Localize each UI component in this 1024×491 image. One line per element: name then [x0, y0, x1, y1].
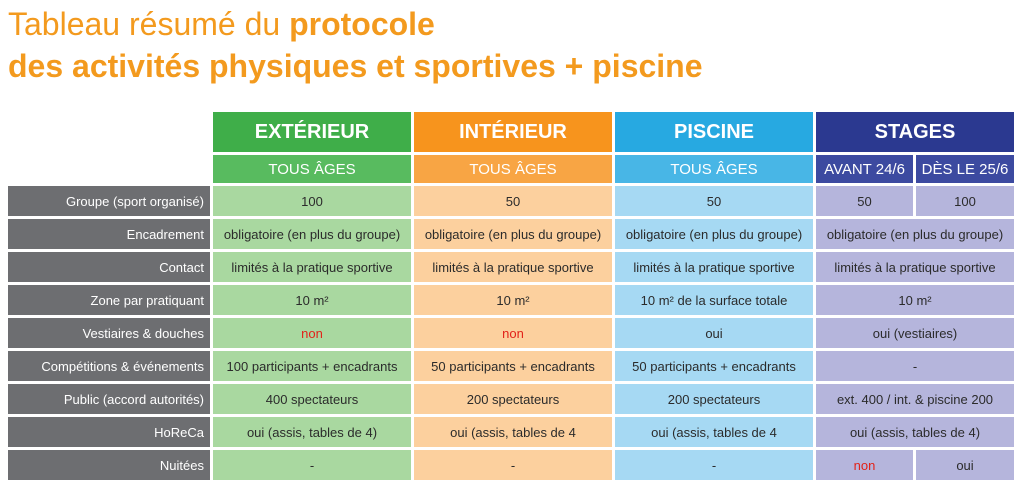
title-line-2: des activités physiques et sportives + piscine [8, 48, 703, 84]
cell-piscine: 200 spectateurs [615, 384, 813, 414]
corner-blank [8, 112, 210, 152]
row-label: Public (accord autorités) [8, 384, 210, 414]
corner-blank-2 [8, 155, 210, 183]
cell-interieur: oui (assis, tables de 4 [414, 417, 612, 447]
sub-exterieur: TOUS ÂGES [213, 155, 411, 183]
cell-interieur: non [414, 318, 612, 348]
row-label: Compétitions & événements [8, 351, 210, 381]
header-piscine: PISCINE [615, 112, 813, 152]
cell-exterieur: 100 [213, 186, 411, 216]
cell-interieur: obligatoire (en plus du groupe) [414, 219, 612, 249]
cell-exterieur: - [213, 450, 411, 480]
cell-interieur: 50 [414, 186, 612, 216]
cell-stages: limités à la pratique sportive [816, 252, 1014, 282]
row-label: Nuitées [8, 450, 210, 480]
cell-exterieur: 100 participants + encadrants [213, 351, 411, 381]
sub-piscine: TOUS ÂGES [615, 155, 813, 183]
row-label: HoReCa [8, 417, 210, 447]
cell-exterieur: limités à la pratique sportive [213, 252, 411, 282]
cell-interieur: 10 m² [414, 285, 612, 315]
sub-stages-des: DÈS LE 25/6 [916, 155, 1014, 183]
cell-interieur: 50 participants + encadrants [414, 351, 612, 381]
cell-piscine: 50 participants + encadrants [615, 351, 813, 381]
cell-stages: obligatoire (en plus du groupe) [816, 219, 1014, 249]
protocol-table [8, 112, 1014, 480]
cell-piscine: 10 m² de la surface totale [615, 285, 813, 315]
page-title [8, 4, 1008, 88]
title-normal: Tableau résumé du [8, 6, 290, 42]
cell-piscine: - [615, 450, 813, 480]
cell-exterieur: oui (assis, tables de 4) [213, 417, 411, 447]
header-interieur: INTÉRIEUR [414, 112, 612, 152]
cell-stages-des: 100 [916, 186, 1014, 216]
cell-piscine: limités à la pratique sportive [615, 252, 813, 282]
cell-stages-avant: non [816, 450, 913, 480]
cell-stages: 10 m² [816, 285, 1014, 315]
cell-interieur: limités à la pratique sportive [414, 252, 612, 282]
header-stages: STAGES [816, 112, 1014, 152]
header-exterieur: EXTÉRIEUR [213, 112, 411, 152]
row-label: Contact [8, 252, 210, 282]
cell-piscine: obligatoire (en plus du groupe) [615, 219, 813, 249]
cell-exterieur: non [213, 318, 411, 348]
row-label: Zone par pratiquant [8, 285, 210, 315]
cell-exterieur: 400 spectateurs [213, 384, 411, 414]
cell-stages: oui (assis, tables de 4) [816, 417, 1014, 447]
cell-interieur: - [414, 450, 612, 480]
title-line-1 [8, 4, 1008, 44]
cell-piscine: oui [615, 318, 813, 348]
cell-stages-des: oui [916, 450, 1014, 480]
row-label: Encadrement [8, 219, 210, 249]
cell-exterieur: obligatoire (en plus du groupe) [213, 219, 411, 249]
row-label: Groupe (sport organisé) [8, 186, 210, 216]
cell-stages: - [816, 351, 1014, 381]
cell-piscine: 50 [615, 186, 813, 216]
cell-piscine: oui (assis, tables de 4 [615, 417, 813, 447]
cell-stages: oui (vestiaires) [816, 318, 1014, 348]
sub-interieur: TOUS ÂGES [414, 155, 612, 183]
cell-interieur: 200 spectateurs [414, 384, 612, 414]
row-label: Vestiaires & douches [8, 318, 210, 348]
title-bold: protocole [289, 6, 435, 42]
cell-exterieur: 10 m² [213, 285, 411, 315]
cell-stages: ext. 400 / int. & piscine 200 [816, 384, 1014, 414]
sub-stages-avant: AVANT 24/6 [816, 155, 913, 183]
cell-stages-avant: 50 [816, 186, 913, 216]
